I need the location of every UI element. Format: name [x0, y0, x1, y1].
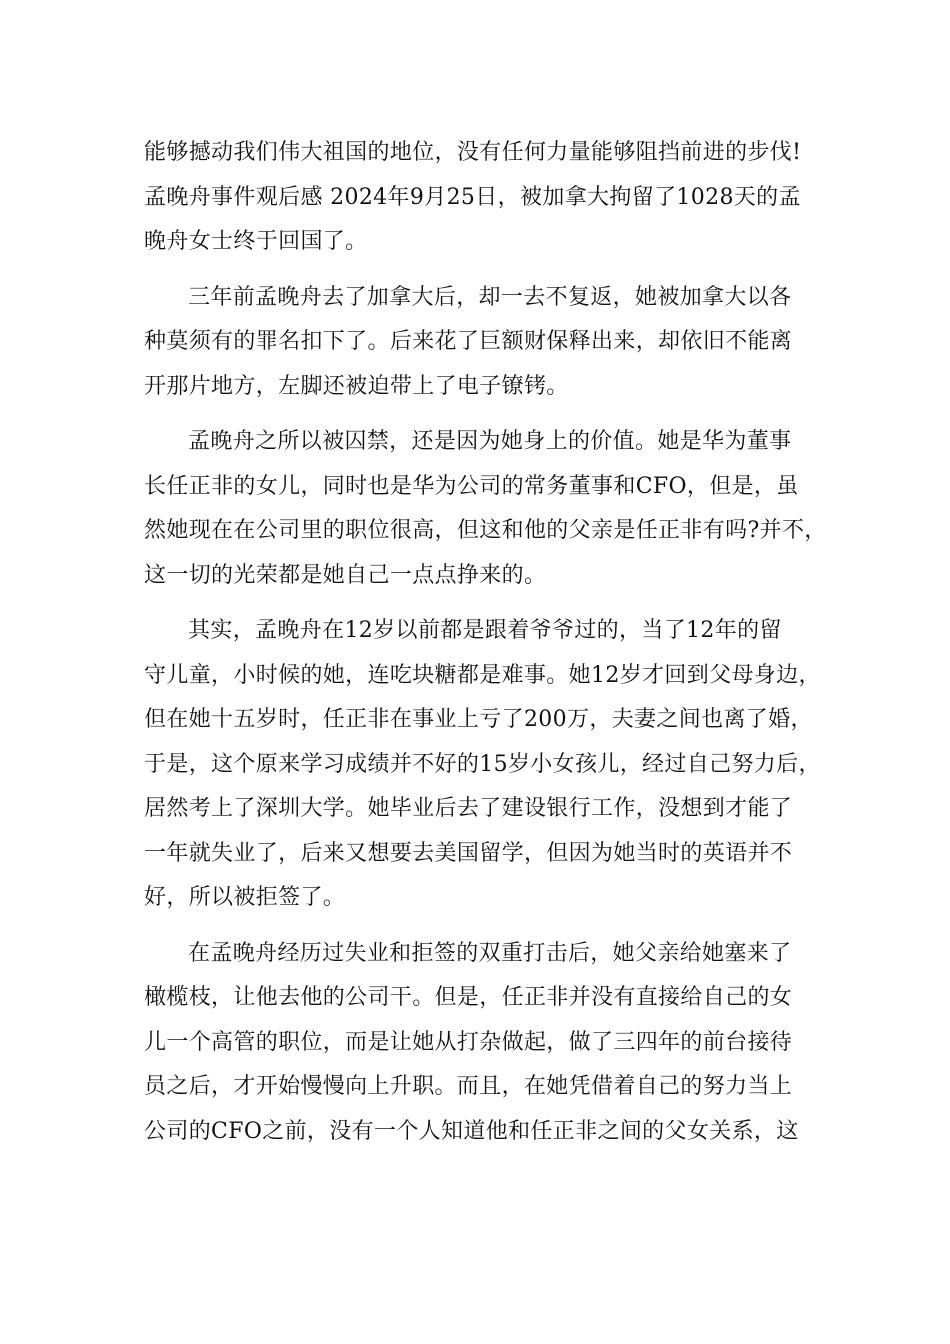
- text-line: 种莫须有的罪名扣下了。后来花了巨额财保释出来，却依旧不能离: [144, 329, 793, 354]
- text-line: 儿一个高管的职位，而是让她从打杂做起，做了三四年的前台接待: [144, 1029, 793, 1055]
- text-line: 但在她十五岁时，任正非在事业上亏了200万，夫妻之间也离了婚，: [144, 707, 813, 732]
- text-line: 居然考上了深圳大学。她毕业后去了建设银行工作，没想到才能了: [144, 796, 793, 821]
- paragraph-1: [144, 131, 814, 265]
- text-line: 公司的CFO之前，没有一个人知道他和任正非之间的父女关系，这: [144, 1118, 799, 1144]
- text-line: 于是，这个原来学习成绩并不好的15岁小女孩儿，经过自己努力后，: [144, 751, 821, 777]
- paragraph-3: [144, 420, 827, 598]
- text-line: 孟晚舟之所以被囚禁，还是因为她身上的价值。她是华为董事: [188, 429, 792, 454]
- text-line: 开那片地方，左脚还被迫带上了电子镣铐。: [144, 373, 569, 399]
- text-line: 然她现在在公司里的职位很高，但这和他的父亲是任正非有吗?并不，: [144, 518, 827, 543]
- text-line: 守儿童，小时候的她，连吃块糖都是难事。她12岁才回到父母身边，: [144, 662, 821, 688]
- text-line: 员之后，才开始慢慢向上升职。而且，在她凭借着自己的努力当上: [144, 1074, 793, 1099]
- text-line: 其实，孟晚舟在12岁以前都是跟着爷爷过的，当了12年的留: [188, 618, 782, 643]
- text-line: 能够撼动我们伟大祖国的地位，没有任何力量能够阻挡前进的步伐!: [144, 140, 802, 165]
- text-line: 这一切的光荣都是她自己一点点挣来的。: [144, 562, 547, 588]
- paragraph-5: [144, 932, 814, 1155]
- text-line: 橄榄枝，让他去他的公司干。但是，任正非并没有直接给自己的女: [144, 985, 793, 1010]
- text-line: 孟晚舟事件观后感 2024年9月25日，被加拿大拘留了1028天的孟: [144, 184, 801, 210]
- text-line: 三年前孟晚舟去了加拿大后，却一去不复返，她被加拿大以各: [188, 284, 792, 310]
- article-body: [144, 131, 827, 1154]
- paragraph-4: [144, 609, 821, 921]
- paragraph-2: [144, 276, 814, 410]
- text-line: 长任正非的女儿，同时也是华为公司的常务董事和CFO，但是，虽: [144, 473, 799, 499]
- text-line: 在孟晚舟经历过失业和拒签的双重打击后，她父亲给她塞来了: [188, 940, 792, 966]
- text-line: 一年就失业了，后来又想要去美国留学，但因为她当时的英语并不: [144, 840, 793, 866]
- text-line: 好，所以被拒签了。: [144, 885, 346, 910]
- text-line: 晚舟女士终于回国了。: [144, 229, 368, 254]
